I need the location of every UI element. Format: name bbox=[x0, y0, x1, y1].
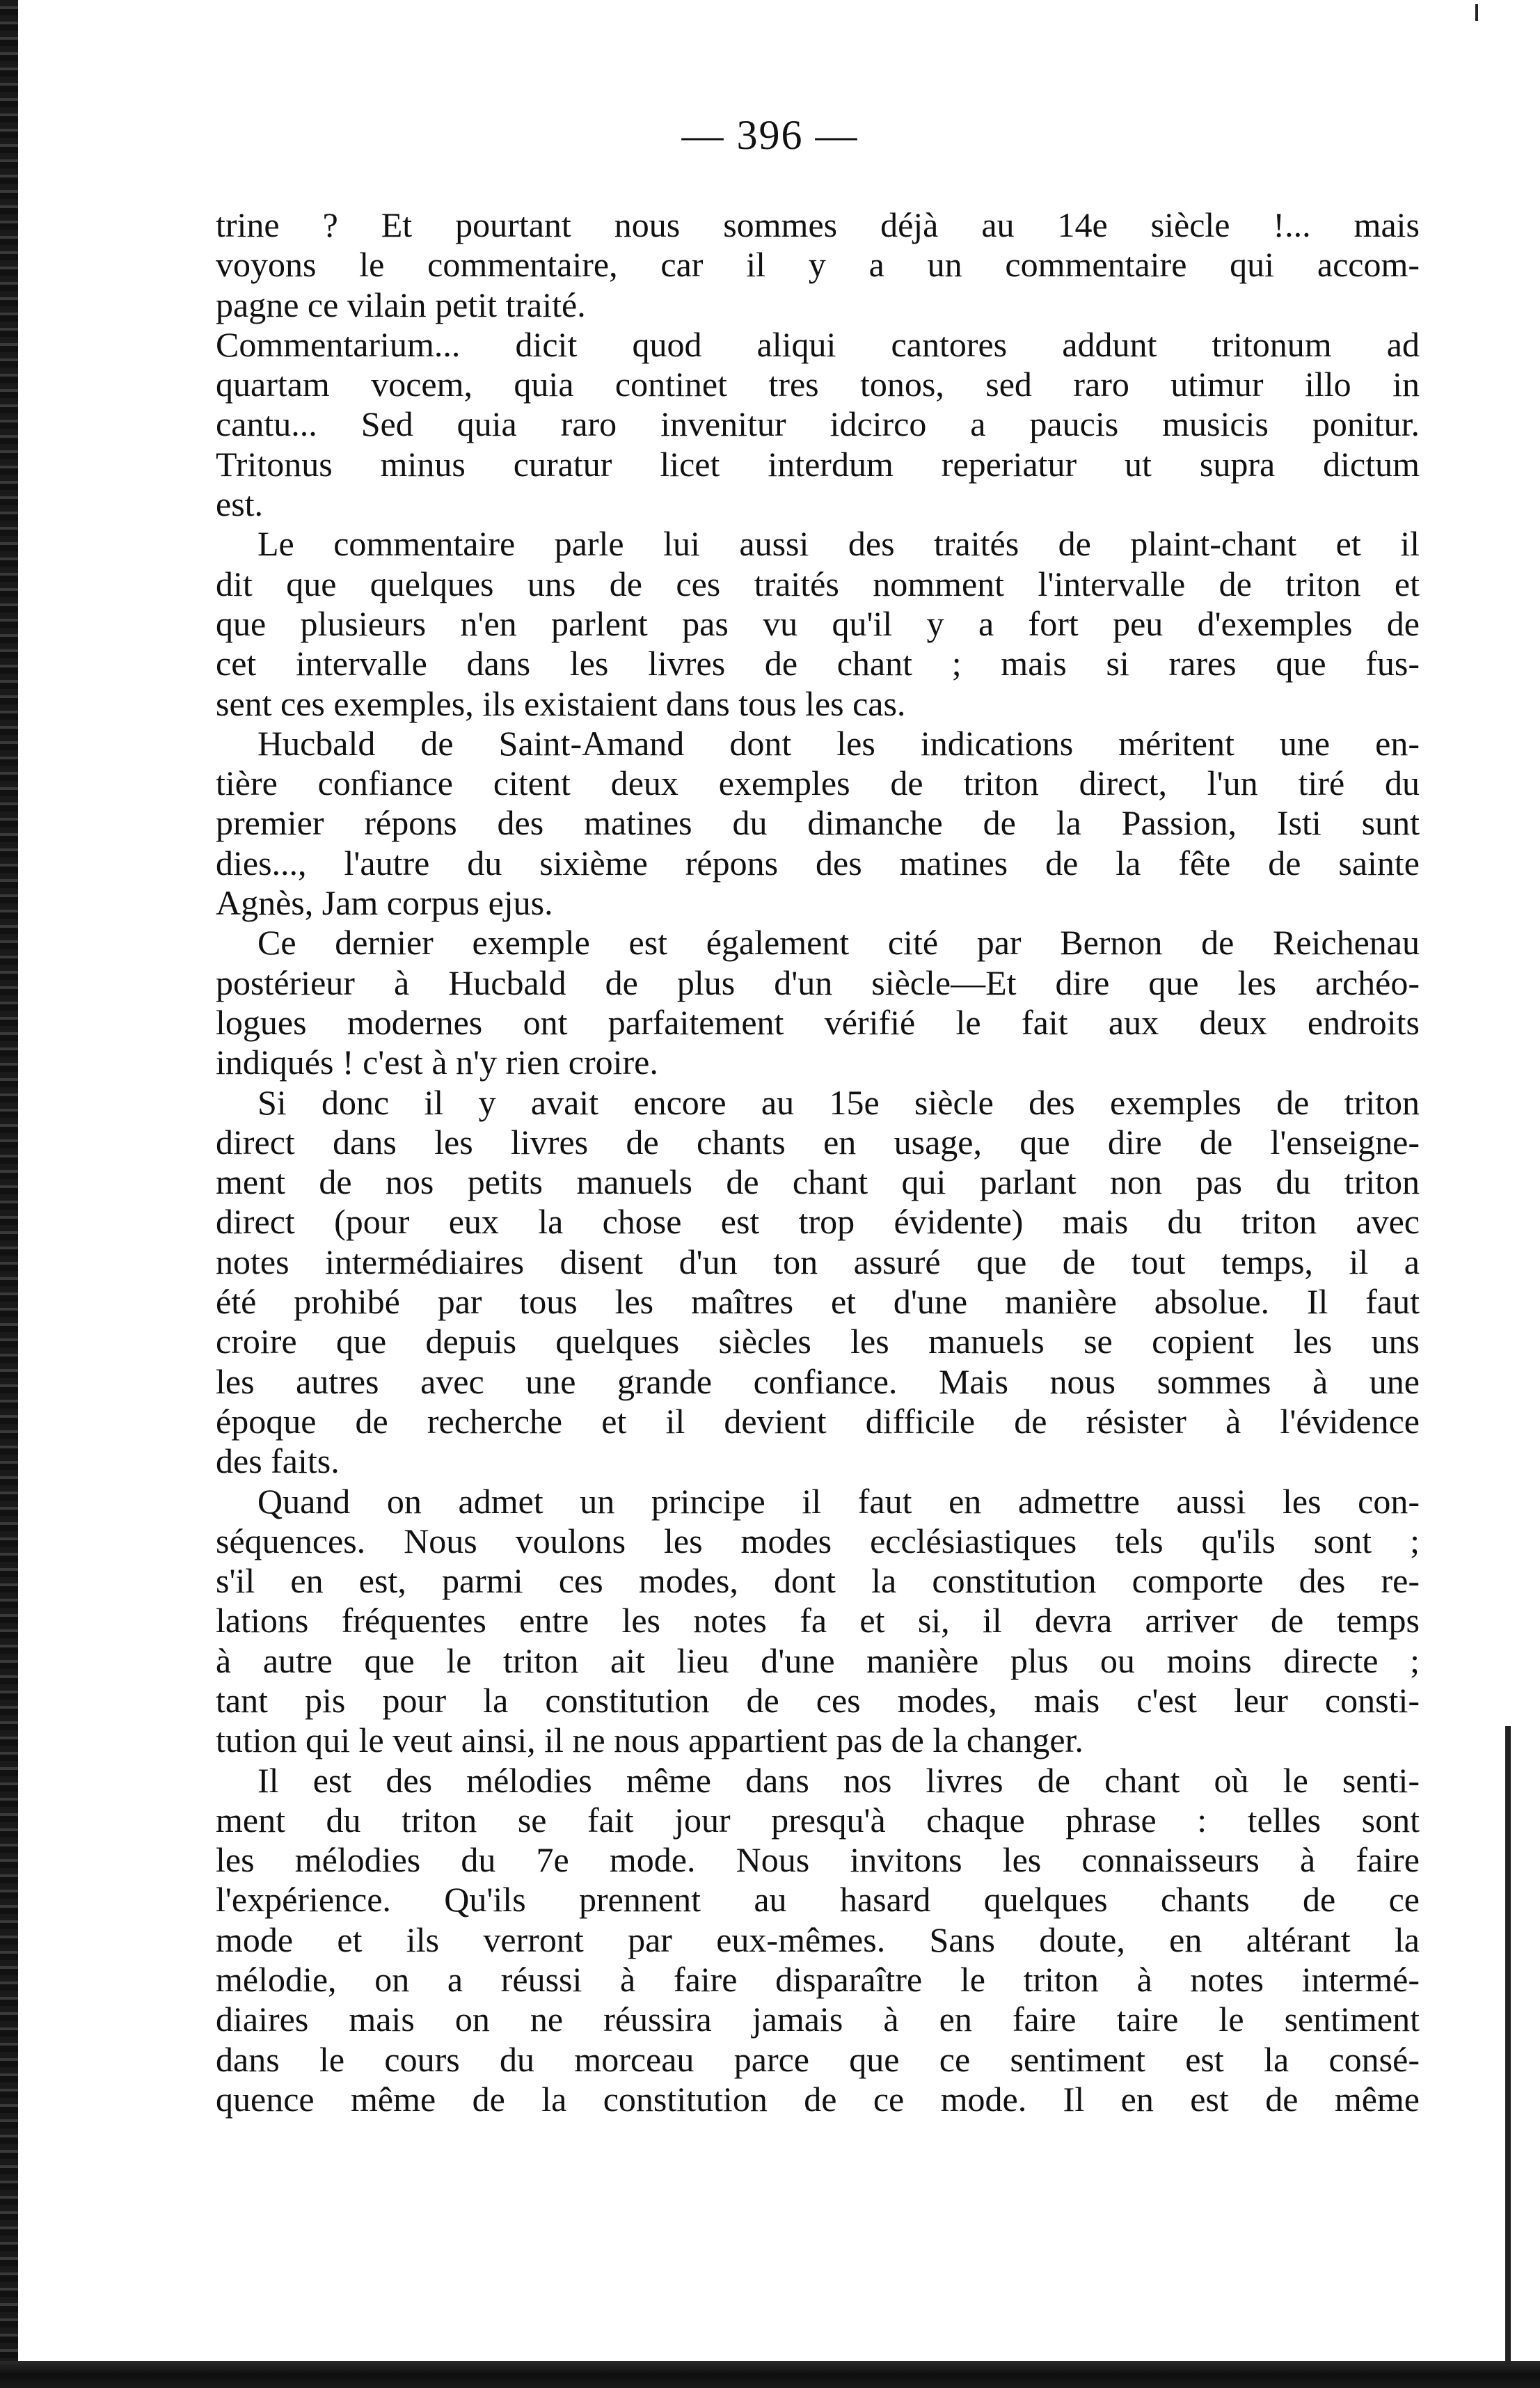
text-line: ment du triton se fait jour presqu'à chaque phrase : telles sont bbox=[216, 1800, 1420, 1840]
text-line: les autres avec une grande confiance. Mais nous sommes à une bbox=[216, 1361, 1420, 1401]
text-line: quence même de la constitution de ce mode. Il en est de même bbox=[216, 2079, 1420, 2119]
text-line: premier répons des matines du dimanche de la Passion, Isti sunt bbox=[216, 803, 1420, 843]
text-line: Quand on admet un principe il faut en admettre aussi les con- bbox=[257, 1481, 1420, 1521]
text-line: Hucbald de Saint-Amand dont les indications méritent une en- bbox=[257, 723, 1420, 763]
text-line: postérieur à Hucbald de plus d'un siècle—Et dire que les archéo- bbox=[216, 963, 1420, 1002]
text-line: quartam vocem, quia continet tres tonos, sed raro utimur illo in bbox=[216, 365, 1420, 404]
text-line: séquences. Nous voulons les modes ecclésiastiques tels qu'ils sont ; bbox=[216, 1521, 1420, 1560]
text-line: Tritonus minus curatur licet interdum reperiatur ut supra dictum bbox=[216, 444, 1420, 484]
text-line: Si donc il y avait encore au 15e siècle des exemples de triton bbox=[257, 1082, 1420, 1122]
text-line: Le commentaire parle lui aussi des traités de plaint-chant et il bbox=[257, 524, 1420, 564]
text-line: croire que depuis quelques siècles les manuels se copient les uns bbox=[216, 1322, 1420, 1361]
text-line: s'il en est, parmi ces modes, dont la constitution comporte des re- bbox=[216, 1561, 1420, 1601]
text-line: dies..., l'autre du sixième répons des matines de la fête de sainte bbox=[216, 843, 1420, 883]
text-line: indiqués ! c'est à n'y rien croire. bbox=[216, 1043, 658, 1082]
text-line: voyons le commentaire, car il y a un commentaire qui accom- bbox=[216, 245, 1420, 285]
body-text bbox=[216, 205, 1420, 2119]
scan-mark bbox=[1475, 4, 1478, 21]
page-number: — 396 — bbox=[681, 112, 859, 158]
text-line: cet intervalle dans les livres de chant ; mais si rares que fus- bbox=[216, 644, 1420, 683]
text-line: Commentarium... dicit quod aliqui cantores addunt tritonum ad bbox=[216, 324, 1420, 364]
text-line: Ce dernier exemple est également cité par Bernon de Reichenau bbox=[257, 923, 1420, 963]
text-line: tière confiance citent deux exemples de triton direct, l'un tiré du bbox=[216, 764, 1420, 803]
text-line: l'expérience. Qu'ils prennent au hasard quelques chants de ce bbox=[216, 1880, 1420, 1920]
text-line: diaires mais on ne réussira jamais à en faire taire le sentiment bbox=[216, 2000, 1420, 2039]
text-line: logues modernes ont parfaitement vérifié le fait aux deux endroits bbox=[216, 1002, 1420, 1042]
text-line: dans le cours du morceau parce que ce sentiment est la consé- bbox=[216, 2039, 1420, 2079]
text-line: sent ces exemples, ils existaient dans tous les cas. bbox=[216, 683, 906, 723]
text-line: mode et ils verront par eux-mêmes. Sans doute, en altérant la bbox=[216, 1920, 1420, 1959]
text-line: cantu... Sed quia raro invenitur idcirco a paucis musicis ponitur. bbox=[216, 404, 1420, 444]
text-line: dit que quelques uns de ces traités nomment l'intervalle de triton et bbox=[216, 564, 1420, 603]
text-line: que plusieurs n'en parlent pas vu qu'il y a fort peu d'exemples de bbox=[216, 603, 1420, 643]
text-line: est. bbox=[216, 484, 264, 524]
scan-border-right bbox=[1505, 1726, 1511, 2366]
text-line: direct (pour eux la chose est trop évidente) mais du triton avec bbox=[216, 1202, 1420, 1242]
text-line: Agnès, Jam corpus ejus. bbox=[216, 883, 553, 923]
text-line: des faits. bbox=[216, 1441, 340, 1481]
text-line: tution qui le veut ainsi, il ne nous appartient pas de la changer. bbox=[216, 1721, 1083, 1760]
text-line: trine ? Et pourtant nous sommes déjà au 14e siècle !... mais bbox=[216, 205, 1420, 244]
text-line: ment de nos petits manuels de chant qui parlant non pas du triton bbox=[216, 1162, 1420, 1202]
scan-border-left bbox=[0, 0, 18, 2388]
text-line: tant pis pour la constitution de ces modes, mais c'est leur consti- bbox=[216, 1680, 1420, 1720]
text-line: pagne ce vilain petit traité. bbox=[216, 285, 586, 324]
text-line: mélodie, on a réussi à faire disparaître le triton à notes intermé- bbox=[216, 1960, 1420, 2000]
text-line: lations fréquentes entre les notes fa et si, il devra arriver de temps bbox=[216, 1601, 1420, 1640]
text-line: à autre que le triton ait lieu d'une manière plus ou moins directe ; bbox=[216, 1640, 1420, 1680]
text-line: direct dans les livres de chants en usage, que dire de l'enseigne- bbox=[216, 1122, 1420, 1162]
text-line: notes intermédiaires disent d'un ton assuré que de tout temps, il a bbox=[216, 1242, 1420, 1281]
text-line: Il est des mélodies même dans nos livres de chant où le senti- bbox=[257, 1760, 1420, 1800]
scan-border-bottom bbox=[0, 2361, 1540, 2388]
text-line: été prohibé par tous les maîtres et d'une manière absolue. Il faut bbox=[216, 1282, 1420, 1322]
text-line: les mélodies du 7e mode. Nous invitons les connaisseurs à faire bbox=[216, 1840, 1420, 1880]
text-line: époque de recherche et il devient difficile de résister à l'évidence bbox=[216, 1401, 1420, 1441]
